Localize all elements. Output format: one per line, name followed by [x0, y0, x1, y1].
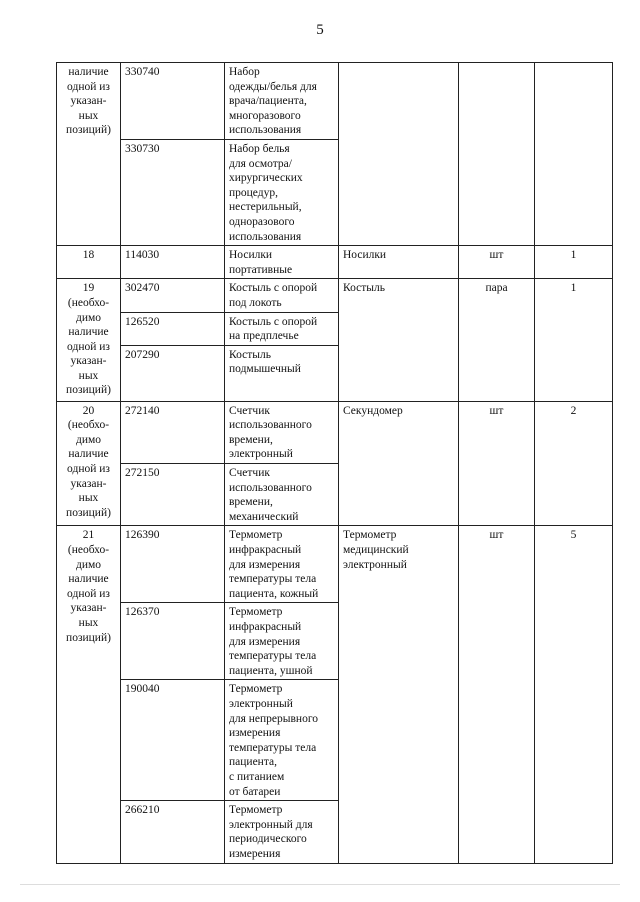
item-description: Счетчик использованного времени, электронный	[225, 401, 339, 463]
item-name-empty	[339, 63, 459, 246]
item-number: 20 (необхо- димо наличие одной из указан- ных позиций)	[57, 401, 121, 526]
item-number: наличие одной из указан- ных позиций)	[57, 63, 121, 246]
table-row	[57, 401, 613, 463]
item-name: Термометр медицинский электронный	[339, 526, 459, 863]
item-name: Секундомер	[339, 401, 459, 526]
item-code: 126520	[121, 312, 225, 345]
item-code: 114030	[121, 246, 225, 279]
item-description: Счетчик использованного времени, механический	[225, 464, 339, 526]
item-unit: шт	[459, 401, 535, 526]
table-row	[57, 246, 613, 279]
item-code: 266210	[121, 801, 225, 863]
page-number: 5	[316, 22, 324, 38]
item-code: 190040	[121, 680, 225, 801]
item-description: Термометр электронный для непрерывного измерения температуры тела пациента, с питанием от батареи	[225, 680, 339, 801]
scan-edge-line	[20, 884, 620, 885]
item-description: Костыль с опорой под локоть	[225, 279, 339, 312]
item-quantity: 1	[535, 246, 613, 279]
item-description: Набор белья для осмотра/ хирургических процедур, нестерильный, одноразового использования	[225, 139, 339, 245]
item-unit: шт	[459, 526, 535, 863]
item-code: 126390	[121, 526, 225, 603]
item-description: Термометр инфракрасный для измерения температуры тела пациента, ушной	[225, 603, 339, 680]
item-code: 330740	[121, 63, 225, 140]
item-quantity: 2	[535, 401, 613, 526]
item-code: 272150	[121, 464, 225, 526]
item-description: Костыль с опорой на предплечье	[225, 312, 339, 345]
item-description: Набор одежды/белья для врача/пациента, многоразового использования	[225, 63, 339, 140]
item-description: Носилки портативные	[225, 246, 339, 279]
item-name: Костыль	[339, 279, 459, 401]
table-row	[57, 526, 613, 603]
item-quantity: 5	[535, 526, 613, 863]
item-unit-empty	[459, 63, 535, 246]
item-unit: шт	[459, 246, 535, 279]
item-code: 207290	[121, 345, 225, 401]
table-row	[57, 63, 613, 140]
item-quantity: 1	[535, 279, 613, 401]
item-number: 18	[57, 246, 121, 279]
equipment-table	[56, 62, 613, 864]
item-code: 272140	[121, 401, 225, 463]
item-description: Термометр инфракрасный для измерения температуры тела пациента, кожный	[225, 526, 339, 603]
item-qty-empty	[535, 63, 613, 246]
item-code: 126370	[121, 603, 225, 680]
item-number: 21 (необхо- димо наличие одной из указан- ных позиций)	[57, 526, 121, 863]
item-description: Термометр электронный для периодического измерения	[225, 801, 339, 863]
item-code: 330730	[121, 139, 225, 245]
item-name: Носилки	[339, 246, 459, 279]
item-code: 302470	[121, 279, 225, 312]
item-description: Костыль подмышечный	[225, 345, 339, 401]
table-row	[57, 279, 613, 312]
item-unit: пара	[459, 279, 535, 401]
item-number: 19 (необхо- димо наличие одной из указан- ных позиций)	[57, 279, 121, 401]
